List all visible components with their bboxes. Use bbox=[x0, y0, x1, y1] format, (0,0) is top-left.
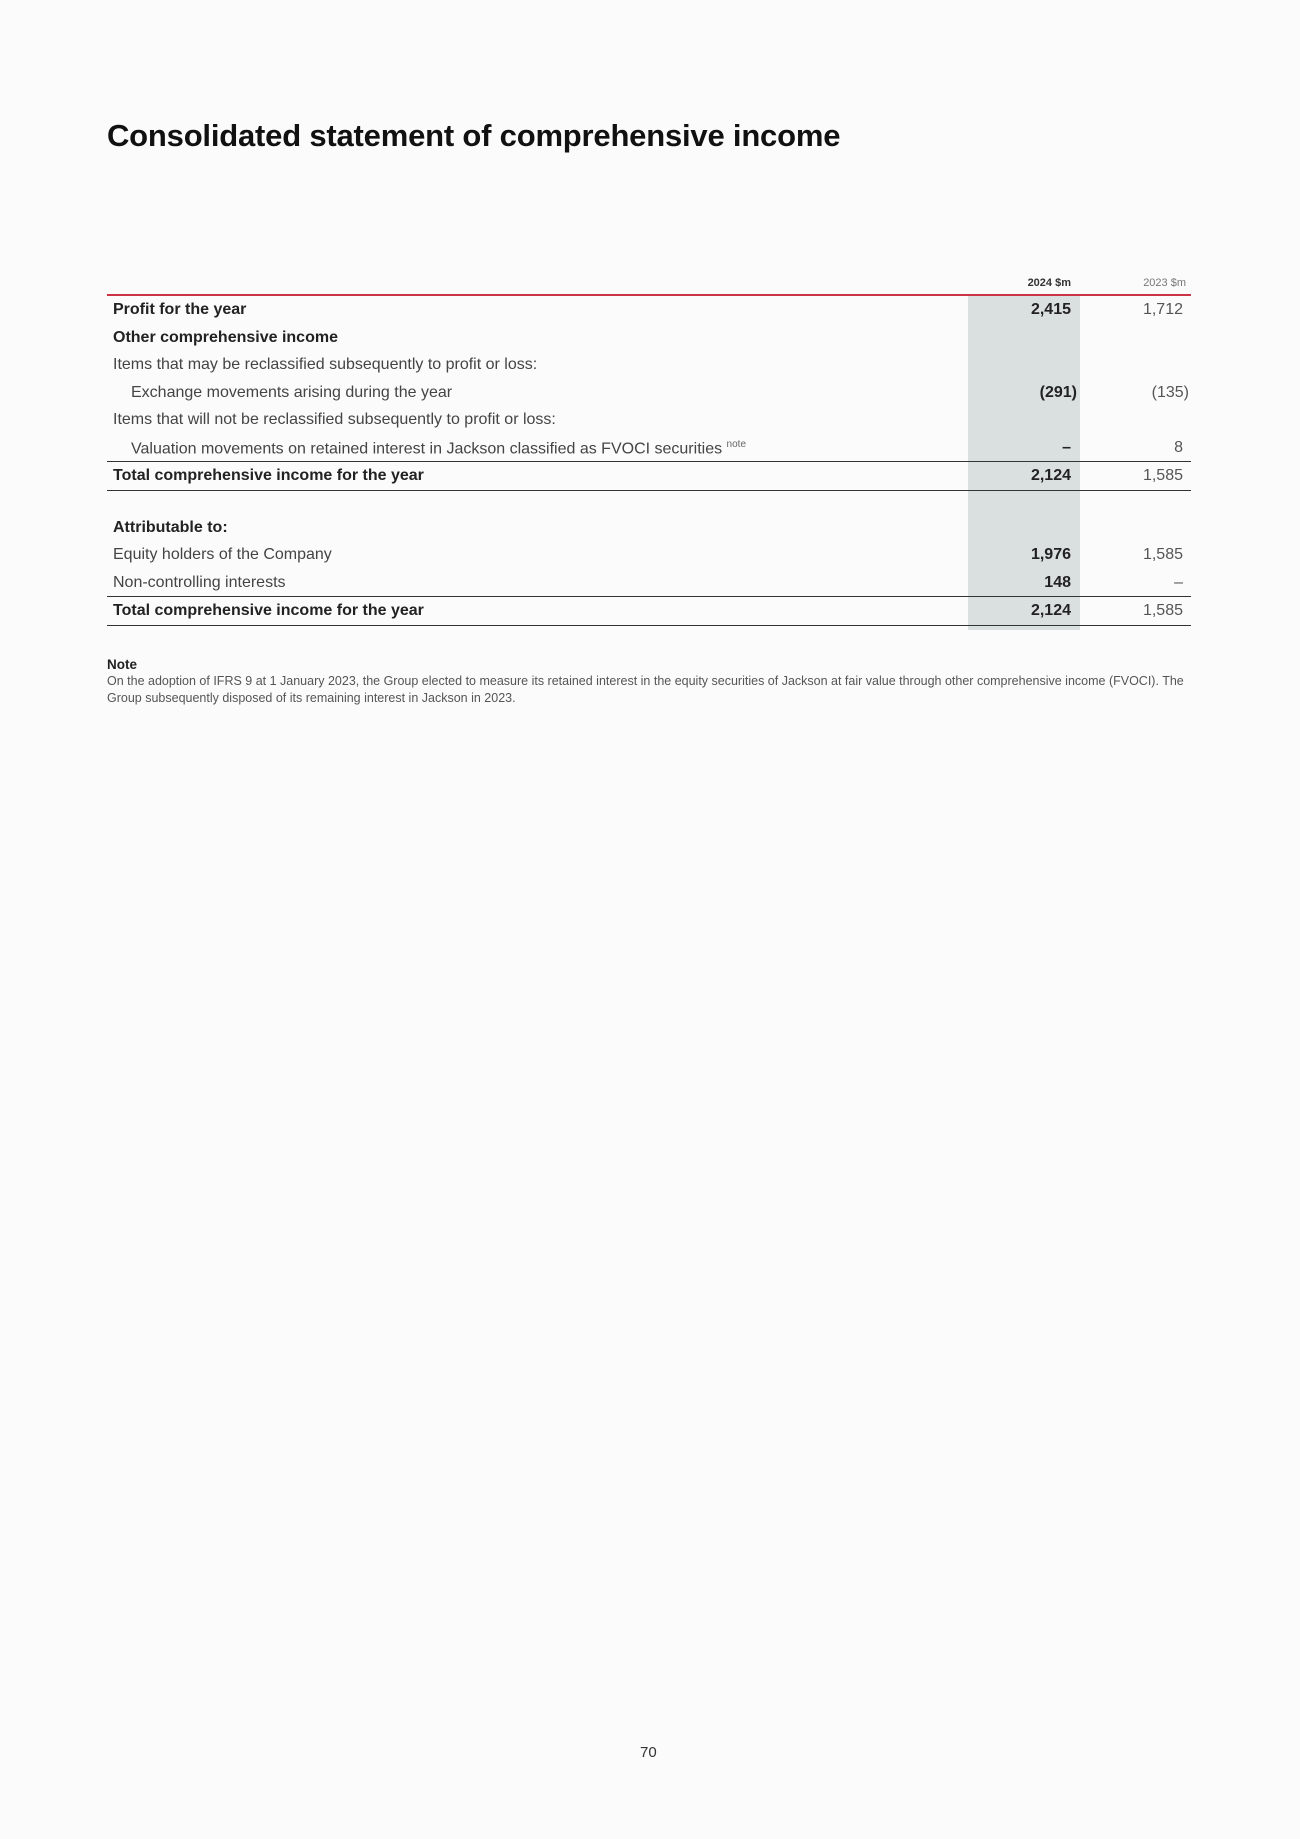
value-2024: 1,976 bbox=[1030, 546, 1071, 563]
table-header bbox=[107, 274, 1191, 292]
table-row-valuation-movements bbox=[107, 434, 1191, 462]
value-2024: 2,124 bbox=[1030, 602, 1071, 619]
table-row-not-reclassified-heading bbox=[107, 406, 1191, 434]
row-label: Attributable to: bbox=[113, 518, 228, 536]
table-row-non-controlling-interests bbox=[107, 569, 1191, 597]
value-2023: 8 bbox=[1174, 438, 1183, 456]
footnote-text: On the adoption of IFRS 9 at 1 January 2023, the Group elected to measure its retained interest in the equity securities of Jackson at fair value through other comprehensive income (FVOCI). The Group subsequently disposed of its remaining interest in Jackson in 2023. bbox=[107, 674, 1184, 705]
value-2023: (135) bbox=[1151, 383, 1189, 401]
footnote bbox=[107, 656, 1197, 707]
row-label: Equity holders of the Company bbox=[113, 546, 332, 563]
row-label: Items that may be reclassified subsequently to profit or loss: bbox=[113, 356, 538, 373]
table-row-reclassified-heading bbox=[107, 351, 1191, 379]
row-label: Exchange movements arising during the year bbox=[131, 383, 453, 401]
row-label: Non-controlling interests bbox=[113, 573, 286, 591]
value-2023: 1,585 bbox=[1142, 602, 1183, 619]
row-label: Total comprehensive income for the year bbox=[113, 467, 424, 484]
value-2023: 1,712 bbox=[1142, 301, 1183, 318]
table-row-profit bbox=[107, 296, 1191, 324]
row-label: Items that will not be reclassified subsequently to profit or loss: bbox=[113, 411, 556, 428]
footnote-title: Note bbox=[107, 657, 137, 672]
row-label: Profit for the year bbox=[113, 301, 247, 318]
value-2023: 1,585 bbox=[1142, 467, 1183, 484]
column-header-2023: 2023 $m bbox=[1143, 277, 1186, 289]
income-statement-table bbox=[107, 274, 1191, 626]
row-label: Other comprehensive income bbox=[113, 328, 338, 346]
page-number: 70 bbox=[640, 1744, 657, 1761]
value-2023: – bbox=[1174, 573, 1183, 591]
value-2024: (291) bbox=[1039, 383, 1077, 401]
column-header-2024: 2024 $m bbox=[1027, 277, 1071, 289]
note-reference: note bbox=[726, 438, 747, 450]
table-row-exchange-movements bbox=[107, 379, 1191, 407]
value-2024: 148 bbox=[1044, 573, 1071, 591]
table-row-attributable-heading bbox=[107, 514, 1191, 542]
row-label bbox=[131, 439, 746, 458]
page-title: Consolidated statement of comprehensive income bbox=[107, 118, 841, 153]
row-label: Total comprehensive income for the year bbox=[113, 602, 424, 619]
value-2024: – bbox=[1062, 438, 1071, 456]
table-row-total-comprehensive-income bbox=[107, 461, 1191, 491]
row-label-text: Valuation movements on retained interest in Jackson classified as FVOCI securities bbox=[131, 439, 723, 457]
value-2024: 2,415 bbox=[1030, 301, 1071, 318]
table-row-equity-holders bbox=[107, 541, 1191, 569]
table-row-total-comprehensive-income bbox=[107, 596, 1191, 626]
value-2023: 1,585 bbox=[1142, 546, 1183, 563]
value-2024: 2,124 bbox=[1030, 467, 1071, 484]
section-spacer bbox=[107, 491, 1191, 514]
table-row-oci-heading bbox=[107, 324, 1191, 352]
